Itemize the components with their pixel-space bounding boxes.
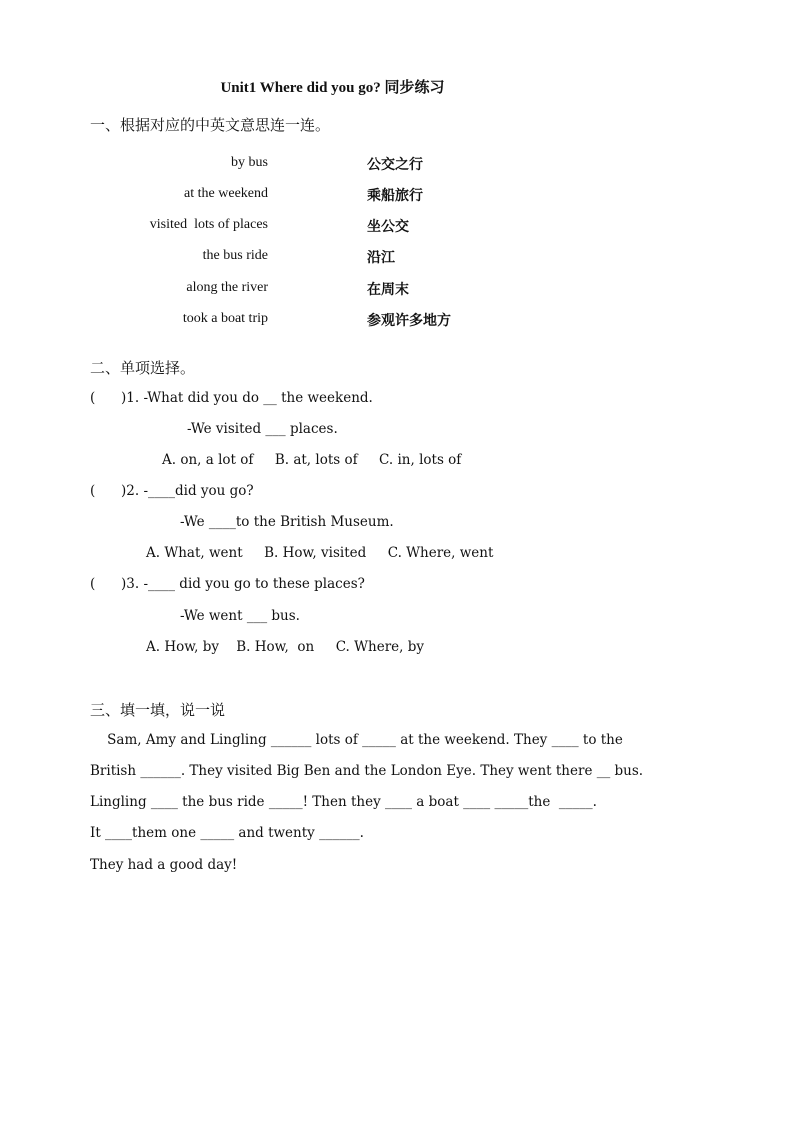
match-english-2: at the weekend: [184, 186, 268, 201]
match-chinese-5: 在周末: [367, 282, 409, 298]
match-english-5: along the river: [186, 280, 268, 295]
match-english-6: took a boat trip: [182, 311, 268, 326]
match-chinese-4: 沿江: [367, 250, 395, 266]
question-1-options: A. on, a lot of B. at, lots of C. in, lots of: [162, 452, 462, 468]
question-3-stem: ( )3. -____ did you go to these places?: [90, 576, 365, 592]
question-2-reply: -We ____to the British Museum.: [180, 514, 394, 530]
question-1-reply: -We visited ___ places.: [187, 421, 338, 437]
section-2-heading: 二、单项选择。: [90, 359, 196, 377]
match-english-4: the bus ride: [202, 248, 268, 263]
match-chinese-3: 坐公交: [367, 219, 409, 235]
match-english-1: by bus: [231, 155, 268, 170]
section-3-heading: 三、填一填，说一说: [90, 701, 226, 719]
passage-line-5: They had a good day!: [90, 857, 238, 873]
passage-line-1: Sam, Amy and Lingling ______ lots of _____ at the weekend. They ____ to the: [90, 732, 623, 748]
passage-line-2: British ______. They visited Big Ben and the London Eye. They went there __ bus.: [90, 763, 644, 779]
question-3-options: A. How, by B. How, on C. Where, by: [146, 639, 424, 655]
question-1-stem: ( )1. -What did you do __ the weekend.: [90, 390, 373, 406]
passage-line-4: It ____them one _____ and twenty ______.: [90, 825, 364, 841]
question-3-reply: -We went ___ bus.: [180, 608, 300, 624]
question-2-stem: ( )2. -____did you go?: [90, 483, 254, 499]
match-chinese-2: 乘船旅行: [367, 188, 423, 204]
passage-line-3: Lingling ____ the bus ride _____! Then they ____ a boat ____ _____the _____.: [90, 794, 597, 810]
match-chinese-1: 公交之行: [367, 157, 423, 173]
match-english-3: visited lots of places: [149, 217, 268, 232]
match-chinese-6: 参观许多地方: [367, 313, 451, 329]
page-title: Unit1 Where did you go? 同步练习: [220, 80, 445, 96]
question-2-options: A. What, went B. How, visited C. Where, went: [146, 545, 494, 561]
section-1-heading: 一、根据对应的中英文意思连一连。: [90, 116, 331, 134]
